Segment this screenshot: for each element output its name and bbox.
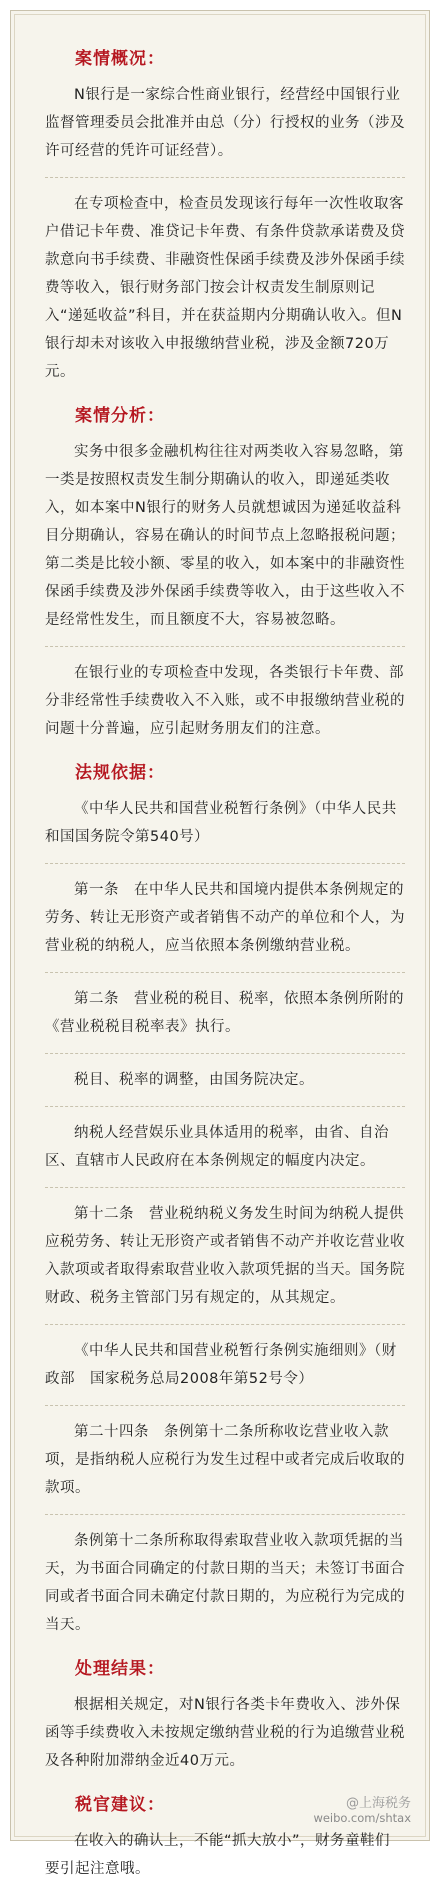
paragraph: 纳税人经营娱乐业具体适用的税率，由省、自治区、直辖市人民政府在本条例规定的幅度内决定。	[45, 1119, 405, 1188]
paragraph: 在收入的确认上，不能“抓大放小”，财务童鞋们要引起注意哦。	[45, 1833, 391, 1877]
paragraph: 第二条 营业税的税目、税率，依照本条例所附的《营业税税目税率表》执行。	[45, 985, 405, 1054]
paragraph: 第二十四条 条例第十二条所称收讫营业收入款项，是指纳税人应税行为发生过程中或者完成后收取的款项。	[45, 1418, 405, 1515]
paragraph: 条例第十二条所称取得索取营业收入款项凭据的当天，为书面合同确定的付款日期的当天；未签订书面合同或者书面合同未确定付款日期的，为应税行为完成的当天。	[45, 1533, 405, 1633]
document-frame	[10, 10, 430, 1877]
section-title: 案情分析：	[75, 406, 165, 426]
paragraph: N银行是一家综合性商业银行，经营经中国银行业监督管理委员会批准并由总（分）行授权的业务（涉及许可经营的凭许可证经营）。	[45, 81, 405, 178]
paragraph: 实务中很多金融机构往往对两类收入容易忽略，第一类是按照权责发生制分期确认的收入，即递延类收入，如本案中N银行的财务人员就想诚因为递延收益科目分期确认，容易在确认的时间节点上忽略报税问题；第二类是比较小额、零星的收入，如本案中的非融资性保函手续费及涉外保函手续费等收入，由于这些收入不是经常性发生，而且额度不大，容易被忽略。	[45, 438, 405, 647]
section-title: 法规依据：	[75, 763, 165, 783]
watermark	[313, 1796, 411, 1826]
paragraph: 根据相关规定，对N银行各类卡年费收入、涉外保函等手续费收入未按规定缴纳营业税的行为追缴营业税及各种附加滞纳金近40万元。	[45, 1697, 405, 1769]
paragraph: 第一条 在中华人民共和国境内提供本条例规定的劳务、转让无形资产或者销售不动产的单位和个人，为营业税的纳税人，应当依照本条例缴纳营业税。	[45, 876, 405, 973]
paragraph: 第十二条 营业税纳税义务发生时间为纳税人提供应税劳务、转让无形资产或者销售不动产并收讫营业收入款项或者取得索取营业收入款项凭据的当天。国务院财政、税务主管部门另有规定的，从其规定。	[45, 1200, 405, 1325]
paragraph: 在专项检查中，检查员发现该行每年一次性收取客户借记卡年费、准贷记卡年费、有条件贷款承诺费及贷款意向书手续费、非融资性保函手续费及涉外保函手续费等收入，银行财务部门按会计权责发生制原则记入“递延收益”科目，并在获益期内分期确认收入。但N银行却未对该收入申报缴纳营业税，涉及金额720万元。	[45, 196, 405, 380]
watermark-handle: @上海税务	[345, 1796, 411, 1811]
paragraph: 《中华人民共和国营业税暂行条例》（中华人民共和国国务院令第540号）	[45, 795, 405, 864]
paragraph: 在银行业的专项检查中发现，各类银行卡年费、部分非经常性手续费收入不入账，或不申报缴纳营业税的问题十分普遍，应引起财务朋友们的注意。	[45, 665, 405, 737]
section-title: 处理结果：	[75, 1659, 165, 1679]
document-content	[45, 47, 405, 1901]
paragraph: 税目、税率的调整，由国务院决定。	[45, 1066, 405, 1107]
paragraph: 《中华人民共和国营业税暂行条例实施细则》（财政部 国家税务总局2008年第52号令）	[45, 1337, 405, 1406]
section-title: 案情概况：	[75, 49, 165, 69]
section-title: 税官建议：	[75, 1795, 165, 1815]
watermark-url: weibo.com/shtax	[313, 1811, 411, 1825]
